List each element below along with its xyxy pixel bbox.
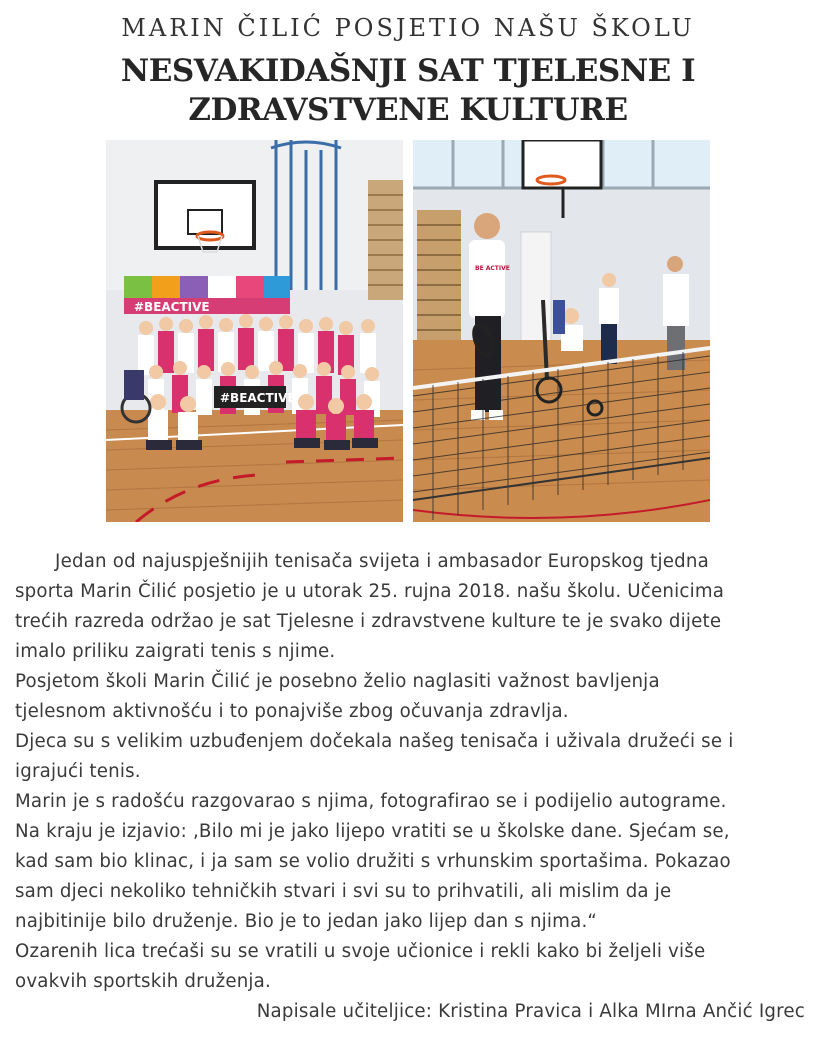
sign-text: #BEACTIVE (220, 391, 296, 405)
article-line: sam djeci nekoliko tehničkih stvari i svi su to prihvatili, ali mislim da je (15, 881, 672, 902)
headline-line-2: ZDRAVSTVENE KULTURE (188, 92, 628, 128)
banner-text: #BEACTIVE (134, 300, 210, 314)
headline-line-1: NESVAKIDAŠNJI SAT TJELESNE I (120, 53, 696, 89)
article-signature: Napisale učiteljice: Kristina Pravica i Alka MIrna Ančić Igrec (256, 1001, 805, 1022)
group-photo (106, 140, 403, 522)
article-line: Ozarenih lica trećaši su se vratili u svoje učionice i rekli kako bi željeli više (15, 941, 706, 962)
article-line: ovakvih sportskih druženja. (15, 971, 272, 992)
article-line: trećih razreda održao je sat Tjelesne i zdravstvene kulture te je svako dijete (15, 611, 722, 632)
article-line: kad sam bio klinac, i ja sam se volio družiti s vrhunskim sportašima. Pokazao (15, 851, 731, 872)
article-line: najbitinije bilo druženje. Bio je to jedan jako lijep dan s njima.“ (15, 911, 598, 932)
article-line: Djeca su s velikim uzbuđenjem dočekala našeg tenisača i uživala družeći se i (15, 731, 734, 752)
shirt-text: BE ACTIVE (475, 265, 510, 272)
article-line: igrajući tenis. (15, 761, 141, 782)
tennis-photo (413, 140, 710, 522)
article-line: imalo priliku zaigrati tenis s njime. (15, 641, 336, 662)
article-body (15, 547, 811, 1027)
article-line: tjelesnom aktivnošću i to ponajviše zbog očuvanja zdravlja. (15, 701, 569, 722)
article-headline (60, 52, 756, 130)
article-kicker: MARIN ČILIĆ POSJETIO NAŠU ŠKOLU (121, 14, 695, 42)
article-line: Jedan od najuspješnijih tenisača svijeta i ambasador Europskog tjedna (55, 551, 709, 572)
article-line: Na kraju je izjavio: ‚Bilo mi je jako lijepo vratiti se u školske dane. Sjećam se, (15, 821, 730, 842)
article-line: Marin je s radošću razgovarao s njima, fotografirao se i podijelio autograme. (15, 791, 727, 812)
article-line: Posjetom školi Marin Čilić je posebno želio naglasiti važnost bavljenja (15, 671, 660, 692)
article-line: sporta Marin Čilić posjetio je u utorak 25. rujna 2018. našu školu. Učenicima (15, 581, 725, 602)
